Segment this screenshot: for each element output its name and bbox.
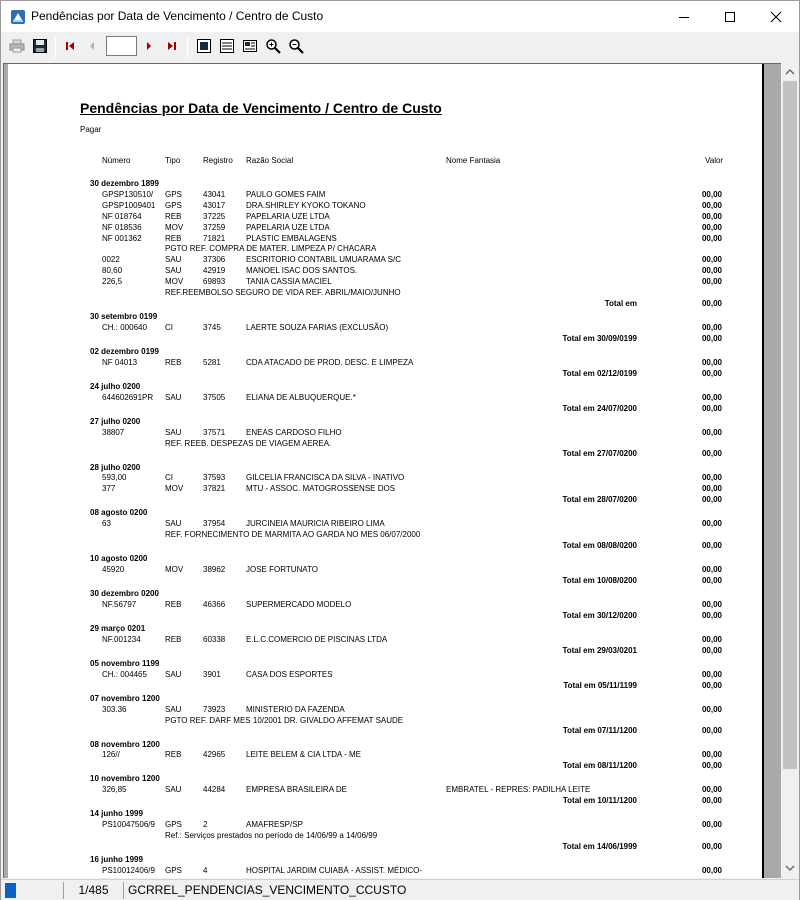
group-total-valor: 00,00: [701, 333, 722, 343]
group-total-valor: 00,00: [701, 541, 722, 550]
row-note: Ref.: Serviços prestados no período de 14/06/99 a 14/06/99: [165, 831, 378, 841]
cell-numero: CH.: 000640: [102, 322, 147, 332]
cell-registro: 3745: [203, 322, 221, 332]
group-total-valor: 00,00: [701, 761, 722, 771]
cell-registro: 60338: [203, 634, 226, 644]
report-name: GCRREL_PENDENCIAS_VENCIMENTO_CCUSTO: [123, 882, 793, 899]
group-total-label: Total em 29/03/0201: [562, 645, 637, 655]
minimize-button[interactable]: [661, 1, 707, 32]
group-date-header: 02 dezembro 0199: [90, 346, 159, 356]
cell-tipo: CI: [165, 473, 173, 483]
next-page-button[interactable]: [140, 37, 158, 55]
cell-registro: 71821: [203, 233, 226, 243]
page-count: 1/485: [63, 882, 123, 899]
cell-numero: PS10047506/9: [102, 820, 155, 830]
cell-registro: 37259: [203, 222, 226, 232]
cell-razao-social: DRA.SHIRLEY KYOKO TOKANO: [246, 200, 366, 210]
cell-razao-social: E.L.C.COMERCIO DE PISCINAS LTDA: [246, 634, 388, 644]
cell-tipo: REB: [165, 750, 182, 760]
zoom-out-icon: [288, 38, 304, 54]
cell-registro: 38962: [203, 565, 226, 574]
cell-razao-social: ESCRITORIO CONTABIL UMUARAMA S/C: [246, 255, 401, 265]
cell-numero: 63: [102, 519, 111, 529]
toolbar: [1, 32, 799, 61]
cell-nome-fantasia: EMBRATEL - REPRES: PADILHA LEITE: [446, 785, 591, 795]
cell-valor: 00,00: [701, 200, 722, 210]
report-title: Pendências por Data de Vencimento / Centro de Custo: [80, 100, 442, 116]
cell-tipo: SAU: [165, 266, 182, 276]
cell-razao-social: SUPERMERCADO MODELO: [246, 599, 352, 609]
group-total-valor: 00,00: [701, 368, 722, 378]
group-date-header: 05 novembro 1199: [90, 658, 160, 668]
row-note: PGTO REF. DARF MES 10/2001 DR. GIVALDO AFFEMAT SAUDE: [165, 715, 404, 725]
cell-valor: 00,00: [701, 519, 722, 529]
cell-razao-social: LAERTE SOUZA FARIAS (EXCLUSÃO): [246, 322, 389, 332]
maximize-button[interactable]: [707, 1, 753, 32]
cell-tipo: SAU: [165, 704, 182, 714]
cell-registro: 37306: [203, 255, 226, 265]
cell-registro: 37821: [203, 484, 226, 494]
cell-registro: 5281: [203, 357, 221, 367]
scroll-up-icon[interactable]: [785, 68, 795, 76]
zoom-in-icon: [265, 38, 281, 54]
printer-icon: [9, 38, 25, 54]
group-total-label: Total em 07/11/1200: [562, 726, 637, 736]
cell-razao-social: ELIANA DE ALBUQUERQUE.*: [246, 392, 356, 402]
group-total-label: Total em 24/07/0200: [562, 403, 637, 413]
cell-razao-social: MTU - ASSOC. MATOGROSSENSE DOS: [246, 484, 396, 494]
cell-tipo: SAU: [165, 785, 182, 795]
group-date-header: 24 julho 0200: [90, 381, 141, 391]
cell-registro: 4: [203, 866, 208, 875]
cell-tipo: REB: [165, 634, 182, 644]
group-total-label: Total em 08/11/1200: [562, 761, 637, 771]
cell-razao-social: MINISTERIO DA FAZENDA: [246, 704, 345, 714]
column-header-registro: Registro: [203, 156, 233, 165]
cell-numero: 0022: [102, 255, 120, 265]
cell-tipo: GPS: [165, 820, 182, 830]
cell-registro: 37593: [203, 473, 226, 483]
report-viewport[interactable]: [3, 63, 781, 878]
zoom-out-button[interactable]: [287, 37, 305, 55]
cell-valor: 00,00: [701, 704, 722, 714]
cell-tipo: SAU: [165, 392, 182, 402]
cell-numero: NF.001234: [102, 634, 141, 644]
cell-tipo: MOV: [165, 484, 184, 494]
report-page: [8, 64, 764, 878]
cell-registro: 2: [203, 820, 208, 830]
cell-tipo: SAU: [165, 427, 182, 437]
cell-valor: 00,00: [701, 750, 722, 760]
cell-tipo: REB: [165, 357, 182, 367]
column-header-nome-fantasia: Nome Fantasia: [446, 156, 501, 165]
cell-valor: 00,00: [701, 266, 722, 276]
group-date-header: 27 julho 0200: [90, 416, 141, 426]
cell-valor: 00,00: [701, 392, 722, 402]
cell-valor: 00,00: [701, 785, 722, 795]
group-date-header: 30 dezembro 1899: [90, 179, 159, 188]
cell-razao-social: AMAFRESP/SP: [246, 820, 303, 830]
cell-numero: GPSP130510/: [102, 189, 154, 199]
actual-size-icon: [242, 38, 258, 54]
cell-razao-social: JURCINEIA MAURICIA RIBEIRO LIMA: [246, 519, 385, 529]
report-subtitle: Pagar: [80, 125, 102, 134]
cell-razao-social: CASA DOS ESPORTES: [246, 669, 333, 679]
cell-valor: 00,00: [701, 277, 722, 287]
cell-razao-social: TANIA CASSIA MACIEL: [246, 277, 332, 287]
cell-valor: 00,00: [701, 427, 722, 437]
cell-valor: 00,00: [701, 634, 722, 644]
group-date-header: 29 março 0201: [90, 623, 146, 633]
group-total-label: Total em 08/08/0200: [562, 541, 637, 550]
row-note: REF.REEMBOLSO SEGURO DE VIDA REF. ABRIL/MAIO/JUNHO: [165, 288, 401, 297]
cell-valor: 00,00: [701, 357, 722, 367]
cell-tipo: REB: [165, 211, 182, 221]
cell-numero: CH.: 004465: [102, 669, 147, 679]
cell-razao-social: PAULO GOMES FAIM: [246, 189, 326, 199]
previous-page-button[interactable]: [83, 37, 101, 55]
cell-razao-social: HOSPITAL JARDIM CUIABÁ - ASSIST. MÉDICO-: [246, 866, 423, 875]
cell-numero: NF 04013: [102, 357, 138, 367]
cell-numero: NF.56797: [102, 599, 137, 609]
column-header-valor: Valor: [705, 156, 724, 165]
cell-valor: 00,00: [701, 189, 722, 199]
cell-registro: 43017: [203, 200, 226, 210]
cell-numero: GPSP1009401: [102, 200, 156, 210]
cell-registro: 42965: [203, 750, 226, 760]
cell-tipo: CI: [165, 322, 173, 332]
save-button[interactable]: [31, 37, 49, 55]
group-total-valor: 00,00: [701, 449, 722, 459]
app-icon: [10, 9, 26, 25]
minimize-icon: [678, 11, 690, 23]
group-date-header: 14 junho 1999: [90, 809, 143, 819]
group-total-label: Total em 27/07/0200: [562, 449, 637, 459]
group-date-header: 30 setembro 0199: [90, 312, 158, 321]
group-date-header: 08 novembro 1200: [90, 739, 160, 749]
title-bar[interactable]: [1, 1, 799, 32]
cell-tipo: MOV: [165, 277, 184, 287]
row-note: PGTO REF. COMPRA DE MATER. LIMPEZA P/ CHACARA: [165, 244, 377, 254]
cell-valor: 00,00: [701, 820, 722, 830]
close-icon: [770, 11, 782, 23]
cell-razao-social: CDA ATACADO DE PROD. DESC. E LIMPEZA: [246, 357, 414, 367]
group-total-label: Total em 30/12/0200: [562, 610, 637, 620]
cell-numero: 326,85: [102, 785, 127, 795]
cell-registro: 42919: [203, 266, 226, 276]
window-title: Pendências por Data de Vencimento / Centro de Custo: [31, 9, 324, 23]
zoom-in-button[interactable]: [264, 37, 282, 55]
cell-numero: 226,5: [102, 277, 123, 287]
cell-valor: 00,00: [701, 565, 722, 574]
cell-razao-social: GILCELIA FRANCISCA DA SILVA - INATIVO: [246, 473, 405, 483]
cell-numero: 377: [102, 484, 116, 494]
group-date-header: 07 novembro 1200: [90, 693, 160, 703]
cell-valor: 00,00: [701, 669, 722, 679]
group-date-header: 30 dezembro 0200: [90, 589, 159, 598]
next-page-icon: [143, 40, 155, 52]
cell-registro: 3901: [203, 669, 221, 679]
group-total-label: Total em 05/11/1199: [563, 680, 637, 690]
cell-valor: 00,00: [701, 484, 722, 494]
column-header-tipo: Tipo: [165, 156, 181, 165]
cell-registro: 37225: [203, 211, 226, 221]
group-total-label: Total em 28/07/0200: [562, 495, 637, 505]
scroll-down-icon[interactable]: [785, 864, 795, 872]
cell-registro: 46366: [203, 599, 226, 609]
scrollbar-thumb[interactable]: [783, 81, 797, 769]
cell-valor: 00,00: [701, 255, 722, 265]
cell-tipo: MOV: [165, 565, 184, 574]
previous-page-icon: [86, 40, 98, 52]
group-total-valor: 00,00: [701, 726, 722, 736]
floppy-disk-icon: [32, 38, 48, 54]
cell-tipo: SAU: [165, 519, 182, 529]
last-page-button[interactable]: [163, 37, 181, 55]
whole-page-icon: [196, 38, 212, 54]
group-total-valor: 00,00: [701, 842, 722, 851]
group-date-header: 28 julho 0200: [90, 462, 141, 472]
cell-razao-social: MANOEL ISAC DOS SANTOS.: [246, 266, 358, 276]
group-total-label: Total em 10/11/1200: [562, 796, 637, 806]
group-date-header: 08 agosto 0200: [90, 508, 148, 518]
row-note: [165, 877, 377, 878]
group-total-valor: 00,00: [701, 796, 722, 806]
cell-registro: 73923: [203, 704, 226, 714]
last-page-icon: [166, 40, 178, 52]
cell-numero: 45920: [102, 565, 125, 574]
page-width-icon: [219, 38, 235, 54]
first-page-button[interactable]: [61, 37, 79, 55]
cell-valor: 00,00: [701, 222, 722, 232]
cell-tipo: GPS: [165, 189, 182, 199]
column-header-numero: Número: [102, 156, 131, 165]
cell-razao-social: PAPELARIA UZE LTDA: [246, 211, 330, 221]
vertical-scrollbar[interactable]: [781, 63, 799, 878]
group-total-label: Total em 10/08/0200: [562, 575, 637, 585]
cell-numero: NF 018536: [102, 222, 142, 232]
group-total-valor: 00,00: [701, 403, 722, 413]
page-width-button[interactable]: [218, 37, 236, 55]
cell-tipo: GPS: [165, 200, 182, 210]
group-total-valor: 00,00: [701, 680, 722, 690]
cell-valor: 00,00: [701, 866, 722, 875]
column-header-razao-social: Razão Social: [246, 156, 294, 165]
cell-tipo: MOV: [165, 222, 184, 232]
cell-registro: 43041: [203, 189, 226, 199]
cell-registro: 37505: [203, 392, 226, 402]
close-button[interactable]: [753, 1, 799, 32]
cell-valor: 00,00: [701, 322, 722, 332]
group-date-header: 10 novembro 1200: [90, 774, 160, 784]
cell-numero: PS10012406/9: [102, 866, 155, 875]
cell-valor: 00,00: [701, 233, 722, 243]
group-date-header: 16 junho 1999: [90, 855, 143, 865]
cell-registro: 69893: [203, 277, 226, 287]
cell-numero: 303.36: [102, 704, 127, 714]
cell-razao-social: LEITE BELEM & CIA LTDA - ME: [246, 750, 361, 760]
group-total-valor: 00,00: [701, 610, 722, 620]
group-total-valor: 00,00: [701, 298, 722, 308]
cell-valor: 00,00: [701, 211, 722, 221]
cell-tipo: SAU: [165, 255, 182, 265]
cell-registro: 37954: [203, 519, 226, 529]
maximize-icon: [724, 11, 736, 23]
group-total-label: Total em 14/06/1999: [562, 842, 637, 851]
cell-registro: 37571: [203, 427, 226, 437]
row-note: REF. REEB. DESPEZAS DE VIAGEM AEREA.: [165, 438, 332, 448]
toolbar-separator: [187, 36, 188, 58]
cell-tipo: GPS: [165, 866, 182, 875]
cell-razao-social: PLASTIC EMBALAGENS: [246, 233, 337, 243]
group-date-header: 10 agosto 0200: [90, 554, 148, 564]
group-total-label: Total em: [604, 298, 637, 308]
cell-numero: 644602691PR: [102, 392, 154, 402]
group-total-label: Total em 02/12/0199: [562, 368, 637, 378]
first-page-icon: [64, 40, 76, 52]
cell-razao-social: EMPRESA BRASILEIRA DE: [246, 785, 347, 795]
page-number-input[interactable]: [106, 36, 137, 56]
cell-tipo: SAU: [165, 669, 182, 679]
toolbar-separator: [55, 36, 56, 58]
cell-numero: 126//: [102, 750, 120, 760]
row-note: REF. FORNECIMENTO DE MARMITA AO GARDA NO MES 06/07/2000: [165, 530, 421, 540]
cell-numero: 593,00: [102, 473, 127, 483]
progress-indicator: [5, 883, 16, 898]
cell-numero: 38807: [102, 427, 125, 437]
cell-razao-social: JOSE FORTUNATO: [246, 565, 319, 574]
cell-numero: NF 018764: [102, 211, 142, 221]
cell-registro: 44284: [203, 785, 226, 795]
cell-tipo: REB: [165, 233, 182, 243]
whole-page-button[interactable]: [195, 37, 213, 55]
actual-size-button[interactable]: [241, 37, 259, 55]
cell-tipo: REB: [165, 599, 182, 609]
cell-numero: NF 001362: [102, 233, 142, 243]
status-bar: [1, 879, 799, 900]
group-total-valor: 00,00: [701, 495, 722, 505]
group-total-valor: 00,00: [701, 575, 722, 585]
cell-numero: 80,60: [102, 266, 123, 276]
cell-razao-social: ENEAS CARDOSO FILHO: [246, 427, 342, 437]
group-total-valor: 00,00: [701, 645, 722, 655]
group-total-label: Total em 30/09/0199: [562, 333, 637, 343]
cell-valor: 00,00: [701, 473, 722, 483]
cell-valor: 00,00: [701, 599, 722, 609]
print-button[interactable]: [8, 37, 26, 55]
cell-razao-social: PAPELARIA UZE LTDA: [246, 222, 330, 232]
